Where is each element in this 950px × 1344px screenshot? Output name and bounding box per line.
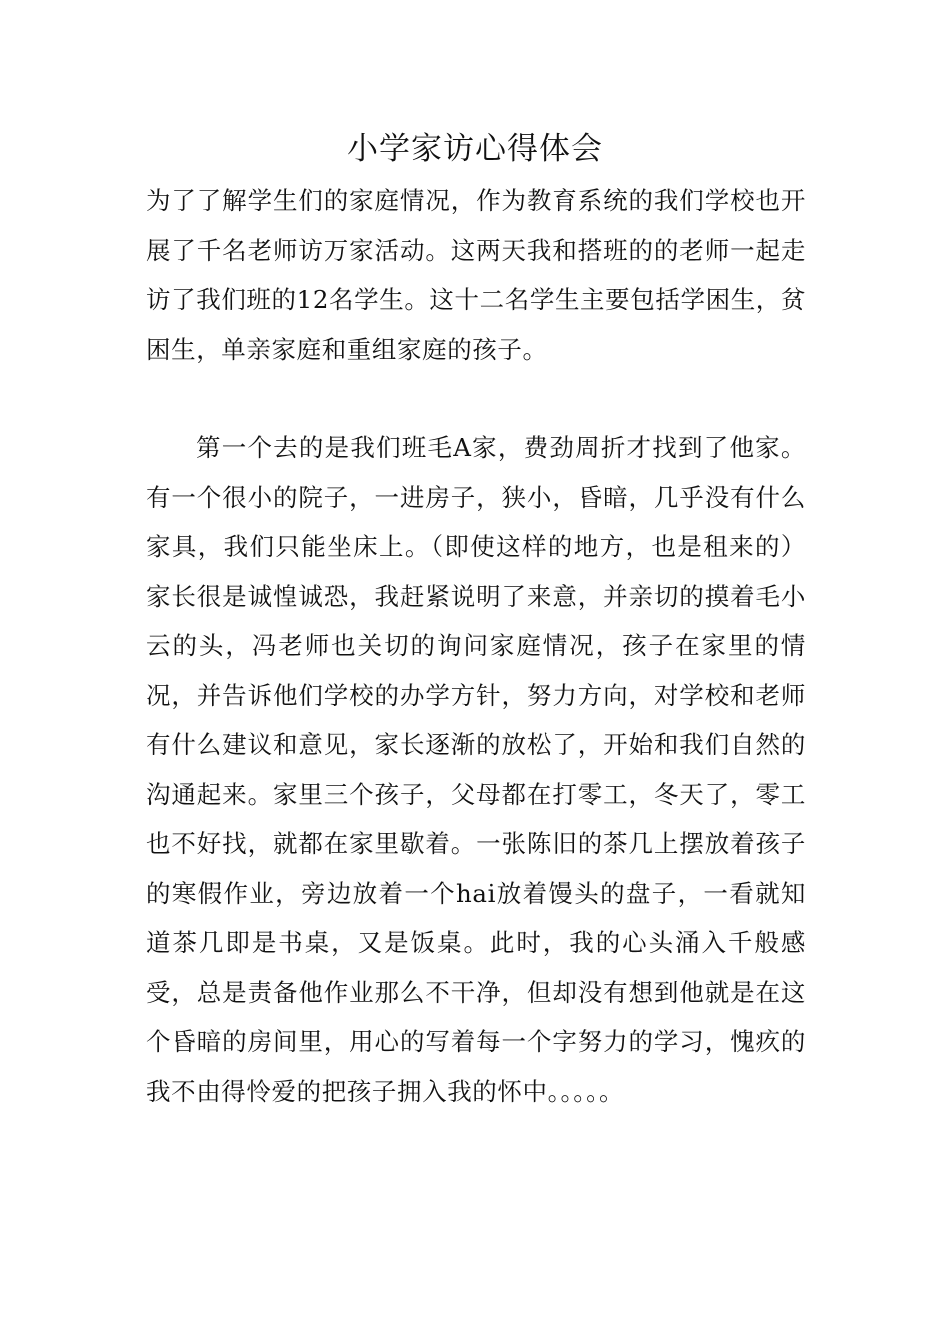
paragraph-intro: 为了了解学生们的家庭情况，作为教育系统的我们学校也开展了千名老师访万家活动。这两天我和搭班的的老师一起走访了我们班的12名学生。这十二名学生主要包括学困生，贫困生，单亲家庭和重组家庭的孩子。 [146, 186, 806, 364]
paragraph-first-visit: 第一个去的是我们班毛A家，费劲周折才找到了他家。有一个很小的院子，一进房子，狭小，昏暗，几乎没有什么家具，我们只能坐床上。（即使这样的地方，也是租来的）家长很是诚惶诚恐，我赶紧说明了来意，并亲切的摸着毛小云的头，冯老师也关切的询问家庭情况，孩子在家里的情况，并告诉他们学校的办学方针，努力方向，对学校和老师有什么建议和意见，家长逐渐的放松了，开始和我们自然的沟通起来。家里三个孩子，父母都在打零工，冬天了，零工也不好找，就都在家里歇着。一张陈旧的茶几上摆放着孩子的寒假作业，旁边放着一个hai放着馒头的盘子，一看就知道茶几即是书桌，又是饭桌。此时，我的心头涌入千般感受，总是责备他作业那么不干净，但却没有想到他就是在这个昏暗的房间里，用心的写着每一个字努力的学习，愧疚的我不由得怜爱的把孩子拥入我的怀中。。。。。 [146, 433, 806, 1106]
document-title: 小学家访心得体会 [347, 131, 603, 167]
